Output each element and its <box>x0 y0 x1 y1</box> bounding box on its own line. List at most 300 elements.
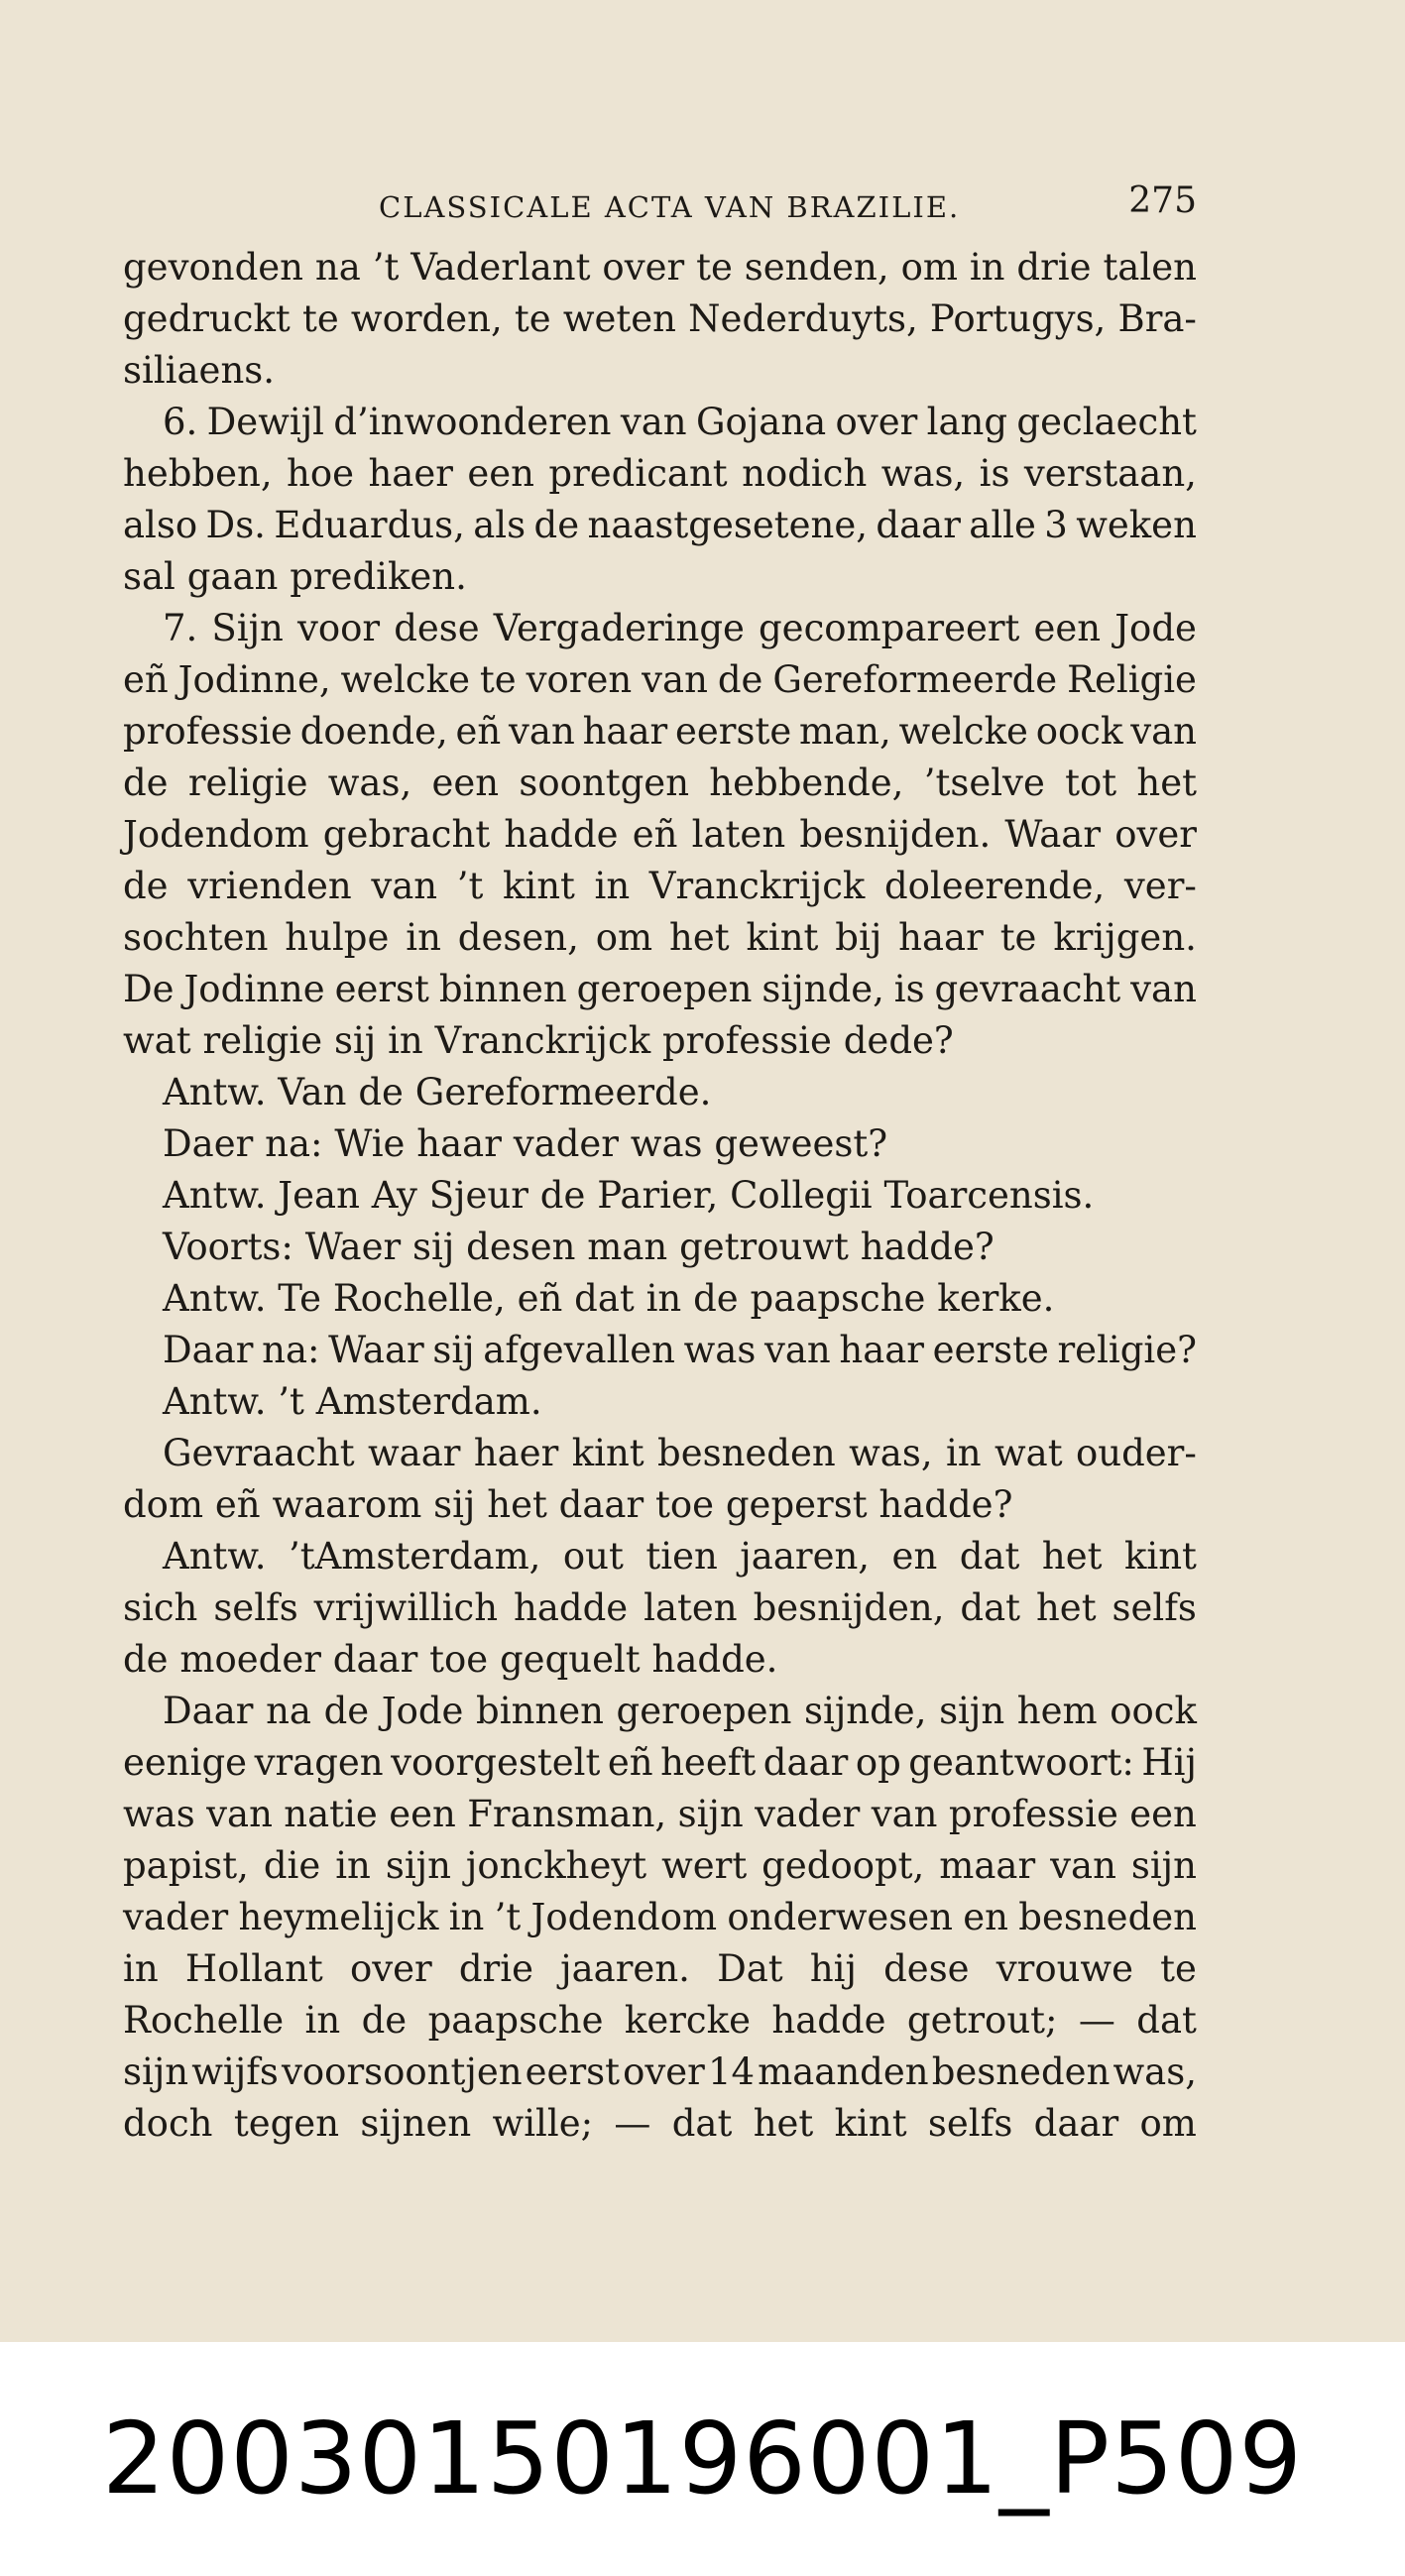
word: afgevallen <box>483 1329 675 1371</box>
word: wert <box>661 1844 748 1887</box>
word: na: <box>265 1122 323 1165</box>
text-line <box>123 345 1197 397</box>
word: out <box>562 1535 624 1578</box>
word: professie <box>661 1019 832 1062</box>
word: Amsterdam. <box>315 1380 542 1423</box>
word: haer <box>368 452 453 495</box>
word: geroepen <box>576 968 753 1010</box>
word: was <box>630 1122 703 1165</box>
word: te <box>479 658 517 701</box>
word: hadde? <box>878 1483 1013 1526</box>
word: doleerende, <box>883 865 1106 907</box>
text-line <box>123 1376 1197 1428</box>
word: de <box>323 1690 370 1732</box>
word: Toarcensis. <box>883 1174 1095 1217</box>
text-line <box>123 397 1197 448</box>
word: die <box>263 1844 321 1887</box>
word: ’t <box>456 865 484 907</box>
word: kint <box>502 865 575 907</box>
word: sij <box>433 1483 476 1526</box>
text-line <box>123 654 1197 706</box>
word: en <box>891 1535 938 1578</box>
word: in <box>123 1947 159 1990</box>
word: Jodendom <box>530 1896 718 1938</box>
word: 7. <box>163 607 198 649</box>
text-line <box>123 1428 1197 1479</box>
word: over <box>623 2050 705 2093</box>
text-line <box>123 1686 1197 1737</box>
word: in <box>304 1999 341 2042</box>
word: Ay <box>371 1174 417 1217</box>
word: maanden <box>758 2050 929 2093</box>
word: gevraacht <box>934 968 1121 1010</box>
word: oock <box>1035 710 1123 753</box>
word: kint <box>1123 1535 1197 1578</box>
word: jaaren. <box>560 1947 690 1990</box>
word: welcke <box>898 710 1028 753</box>
word: sijnde, <box>761 968 884 1010</box>
word: het <box>487 1483 547 1526</box>
word: Gojana <box>695 401 827 443</box>
word: eerst <box>334 968 429 1010</box>
word: wat <box>123 1019 191 1062</box>
word: Wie <box>334 1122 406 1165</box>
word: eñ <box>607 1741 653 1784</box>
word: ’tAmsterdam, <box>288 1535 541 1578</box>
word: de <box>123 761 169 804</box>
word: geperst <box>725 1483 868 1526</box>
word: Vranckrijck <box>434 1019 651 1062</box>
word: ’t <box>278 1380 304 1423</box>
word: over <box>1114 813 1197 856</box>
word: doende, <box>299 710 448 753</box>
word: Vranckrijck <box>648 865 866 907</box>
word: van <box>1050 1844 1116 1887</box>
text-line <box>123 1892 1197 1943</box>
word: eerste <box>674 710 792 753</box>
word: Dewijl <box>206 401 325 443</box>
word: dat <box>1136 1999 1197 2042</box>
word: een <box>389 1793 456 1835</box>
word: toe <box>429 1638 489 1681</box>
word: als <box>473 504 527 546</box>
word: Waer <box>304 1226 402 1268</box>
word: hadde? <box>860 1226 995 1268</box>
word: de <box>123 865 169 907</box>
text-line <box>123 1634 1197 1686</box>
word: Antw. <box>163 1174 267 1217</box>
word: vader <box>123 1896 229 1938</box>
word: Jodinne <box>183 968 325 1010</box>
word: haar <box>582 710 668 753</box>
text-line <box>123 1170 1197 1222</box>
text-line <box>123 1582 1197 1634</box>
word: om <box>595 916 653 959</box>
word: te <box>696 246 733 289</box>
word: hebben, <box>123 452 273 495</box>
word: kerke. <box>937 1277 1055 1320</box>
word: eñ <box>632 813 678 856</box>
word: oock <box>1110 1690 1197 1732</box>
word: Gereformeerde. <box>414 1071 712 1113</box>
word: sijnde, <box>804 1690 927 1732</box>
word: sij <box>432 1329 475 1371</box>
word: drie <box>458 1947 533 1990</box>
word: waar <box>367 1432 461 1474</box>
running-title: CLASSICALE ACTA VAN BRAZILIE. <box>379 190 961 224</box>
word: was, <box>327 761 412 804</box>
word: Ds. <box>205 504 266 546</box>
text-line <box>123 1273 1197 1325</box>
word: geantwoort: <box>908 1741 1134 1784</box>
word: hadde <box>514 1586 629 1629</box>
word: in <box>594 865 631 907</box>
word: een <box>467 452 534 495</box>
text-line <box>123 448 1197 500</box>
word: professie <box>123 710 293 753</box>
word: gaan <box>186 555 279 598</box>
word: was, <box>849 1432 933 1474</box>
word: na <box>266 1690 311 1732</box>
word: paapsche <box>427 1999 604 2042</box>
word: daar <box>332 1638 418 1681</box>
word: vrouwe <box>995 1947 1133 1990</box>
word: Parier, <box>597 1174 719 1217</box>
word: Sijn <box>211 607 284 649</box>
word: man <box>587 1226 668 1268</box>
word: lang <box>926 401 1008 443</box>
word: over <box>835 401 918 443</box>
word: Gereformeerde <box>772 658 1058 701</box>
text-line <box>123 1015 1197 1067</box>
word: hulpe <box>285 916 390 959</box>
word: gevonden <box>123 246 304 289</box>
word: tegen <box>233 2102 340 2145</box>
word: Rochelle <box>123 1999 285 2042</box>
word: hem <box>1016 1690 1098 1732</box>
word: tot <box>1065 761 1117 804</box>
word: sijnen <box>360 2102 472 2145</box>
word: daar <box>1033 2102 1119 2145</box>
word: sijn <box>1130 1844 1197 1887</box>
word: was, <box>1112 2050 1197 2093</box>
word: Fransman, <box>467 1793 667 1835</box>
word: de <box>539 1174 586 1217</box>
word: sijn <box>123 2050 189 2093</box>
body-text <box>123 242 1197 2150</box>
text-line <box>123 2098 1197 2150</box>
word: een <box>1033 607 1102 649</box>
word: vrijwillich <box>313 1586 499 1629</box>
word: voorgestelt <box>391 1741 601 1784</box>
word: van <box>871 1793 938 1835</box>
word: man, <box>798 710 891 753</box>
word: hadde. <box>651 1638 778 1681</box>
word: was, <box>880 452 966 495</box>
word: wat <box>995 1432 1063 1474</box>
word: Daar <box>163 1329 254 1371</box>
word: van <box>620 401 687 443</box>
word: — <box>614 2102 651 2145</box>
word: dat <box>671 2102 733 2145</box>
word: de <box>361 1999 408 2042</box>
word: van <box>206 1793 273 1835</box>
word: Antw. <box>163 1535 267 1578</box>
scan-identifier: 20030150196001_P509 <box>102 2400 1303 2517</box>
word: Nederduyts, <box>688 297 918 340</box>
word: 14 <box>707 2050 756 2093</box>
word: toe <box>655 1483 715 1526</box>
word: is <box>893 968 925 1010</box>
word: Voorts: <box>163 1226 293 1268</box>
word: Antw. <box>163 1380 267 1423</box>
word: de <box>533 504 580 546</box>
word: Jean <box>278 1174 360 1217</box>
word: besnijden. <box>799 813 992 856</box>
word: paapsche <box>750 1277 926 1320</box>
word: Dat <box>717 1947 783 1990</box>
word: siliaens. <box>123 349 276 392</box>
word: voren <box>526 658 633 701</box>
text-line <box>123 758 1197 809</box>
text-line <box>123 1995 1197 2047</box>
word: Jode <box>381 1690 464 1732</box>
word: over <box>349 1947 432 1990</box>
word: het <box>1035 1586 1097 1629</box>
word: haer <box>473 1432 559 1474</box>
word: senden, <box>744 246 889 289</box>
word: geclaecht <box>1016 401 1197 443</box>
word: gedruckt <box>123 297 291 340</box>
word: haar <box>416 1122 502 1165</box>
text-line <box>123 1531 1197 1582</box>
text-line <box>123 1840 1197 1892</box>
word: selfs <box>1112 1586 1197 1629</box>
word: om <box>1139 2102 1197 2145</box>
word: — <box>1078 1999 1115 2042</box>
word: sijn <box>939 1690 1005 1732</box>
text-line <box>123 603 1197 654</box>
word: binnen <box>476 1690 604 1732</box>
word: Van <box>278 1071 347 1113</box>
word: was <box>683 1329 757 1371</box>
word: religie <box>187 761 308 804</box>
word: laten <box>691 813 786 856</box>
word: gebracht <box>322 813 491 856</box>
word: dat <box>960 1586 1021 1629</box>
word: te <box>301 297 339 340</box>
word: een <box>431 761 500 804</box>
word: soontgen <box>519 761 690 804</box>
word: van <box>1130 968 1197 1010</box>
word: verstaan, <box>1023 452 1197 495</box>
word: in <box>388 1019 423 1062</box>
word: selfs <box>927 2102 1013 2145</box>
word: De <box>123 968 175 1010</box>
word: eñ <box>214 1483 261 1526</box>
text-line <box>123 706 1197 758</box>
word: in <box>969 246 1005 289</box>
word: eñ <box>455 710 502 753</box>
word: van <box>509 710 575 753</box>
word: Vaderlant <box>410 246 591 289</box>
text-line <box>123 1737 1197 1789</box>
word: de <box>358 1071 404 1113</box>
word: Collegii <box>730 1174 873 1217</box>
word: sij <box>412 1226 455 1268</box>
word: na: <box>262 1329 320 1371</box>
word: van <box>1130 710 1197 753</box>
word: wijfs <box>191 2050 279 2093</box>
word: in <box>645 1277 682 1320</box>
text-line <box>123 1118 1197 1170</box>
word: bij <box>835 916 882 959</box>
word: geweest? <box>714 1122 888 1165</box>
word: getrouwt <box>679 1226 849 1268</box>
word: een <box>1129 1793 1197 1835</box>
word: talen <box>1103 246 1197 289</box>
word: Jodinne, <box>177 658 331 701</box>
word: te <box>1160 1947 1197 1990</box>
word: ’t <box>372 246 400 289</box>
word: eenige <box>123 1741 248 1784</box>
word: ver- <box>1123 865 1197 907</box>
word: Rochelle, <box>332 1277 506 1320</box>
word: Daar <box>163 1690 254 1732</box>
word: voor <box>296 607 381 649</box>
word: kint <box>571 1432 644 1474</box>
page-number: 275 <box>1128 180 1197 221</box>
word: Gevraacht <box>163 1432 355 1474</box>
word: Antw. <box>163 1071 267 1113</box>
word: dede? <box>843 1019 954 1062</box>
word: dom <box>123 1483 204 1526</box>
word: besneden <box>657 1432 836 1474</box>
word: Sjeur <box>428 1174 528 1217</box>
word: hebbende, <box>709 761 904 804</box>
word: over <box>602 246 685 289</box>
word: papist, <box>123 1844 249 1887</box>
text-line <box>123 964 1197 1015</box>
text-line <box>123 1943 1197 1995</box>
word: doch <box>123 2102 213 2145</box>
word: eñ <box>517 1277 563 1320</box>
word: dat <box>574 1277 635 1320</box>
word: van <box>371 865 438 907</box>
word: religie? <box>1057 1329 1197 1371</box>
word: Daer <box>163 1122 254 1165</box>
word: is <box>979 452 1010 495</box>
word: d’inwoonderen <box>333 401 612 443</box>
word: tien <box>645 1535 718 1578</box>
word: weten <box>562 297 676 340</box>
word: het <box>668 916 730 959</box>
word: besneden <box>931 2050 1111 2093</box>
word: kint <box>834 2102 907 2145</box>
word: Antw. <box>163 1277 267 1320</box>
word: hij <box>809 1947 857 1990</box>
word: ’t <box>494 1896 522 1938</box>
word: het <box>1041 1535 1103 1578</box>
word: Vergaderinge <box>493 607 745 649</box>
word: en <box>963 1896 1009 1938</box>
word: besneden <box>1018 1896 1197 1938</box>
word: in <box>448 1896 485 1938</box>
text-line <box>123 242 1197 293</box>
word: hadde <box>504 813 619 856</box>
word: Portugys, <box>929 297 1107 340</box>
word: heymelijck <box>238 1896 439 1938</box>
word: kercke <box>624 1999 751 2042</box>
word: also <box>123 504 198 546</box>
word: Jodendom <box>123 813 309 856</box>
word: geroepen <box>616 1690 792 1732</box>
word: eerst <box>525 2050 620 2093</box>
word: nodich <box>742 452 868 495</box>
text-line <box>123 1067 1197 1118</box>
word: gequelt <box>499 1638 641 1681</box>
word: voorsoontjen <box>281 2050 523 2093</box>
word: professie <box>948 1793 1118 1835</box>
word: haar <box>839 1329 924 1371</box>
word: haar <box>898 916 984 959</box>
word: Waar <box>1004 813 1102 856</box>
word: predicant <box>548 452 728 495</box>
word: sijn <box>677 1793 744 1835</box>
word: daar <box>558 1483 644 1526</box>
word: het <box>1136 761 1197 804</box>
word: de <box>717 658 763 701</box>
word: gecompareert <box>758 607 1020 649</box>
running-head <box>123 175 1197 234</box>
word: sich <box>123 1586 198 1629</box>
word: desen, <box>457 916 579 959</box>
word: te <box>514 297 551 340</box>
word: worden, <box>350 297 503 340</box>
word: eerste <box>932 1329 1049 1371</box>
text-line <box>123 1479 1197 1531</box>
word: wille; <box>492 2102 594 2145</box>
word: op <box>855 1741 901 1784</box>
word: Hollant <box>184 1947 323 1990</box>
text-line <box>123 1789 1197 1840</box>
word: Religie <box>1067 658 1197 701</box>
word: te <box>999 916 1037 959</box>
text-line <box>123 2047 1197 2098</box>
word: alle <box>969 504 1036 546</box>
word: sal <box>123 555 176 598</box>
word: in <box>406 916 441 959</box>
text-line <box>123 1325 1197 1376</box>
word: de <box>123 1638 169 1681</box>
word: ’tselve <box>923 761 1045 804</box>
word: vrienden <box>187 865 352 907</box>
word: sij <box>333 1019 377 1062</box>
word: Te <box>278 1277 321 1320</box>
word: religie <box>202 1019 323 1062</box>
word: hoe <box>287 452 355 495</box>
word: prediken. <box>290 555 467 598</box>
text-line <box>123 1222 1197 1273</box>
word: het <box>753 2102 814 2145</box>
word: 3 <box>1044 504 1068 546</box>
word: sijn <box>385 1844 451 1887</box>
text-line <box>123 912 1197 964</box>
text-line <box>123 551 1197 603</box>
word: jonckheyt <box>465 1844 647 1887</box>
word: vader <box>755 1793 861 1835</box>
word: sochten <box>123 916 269 959</box>
